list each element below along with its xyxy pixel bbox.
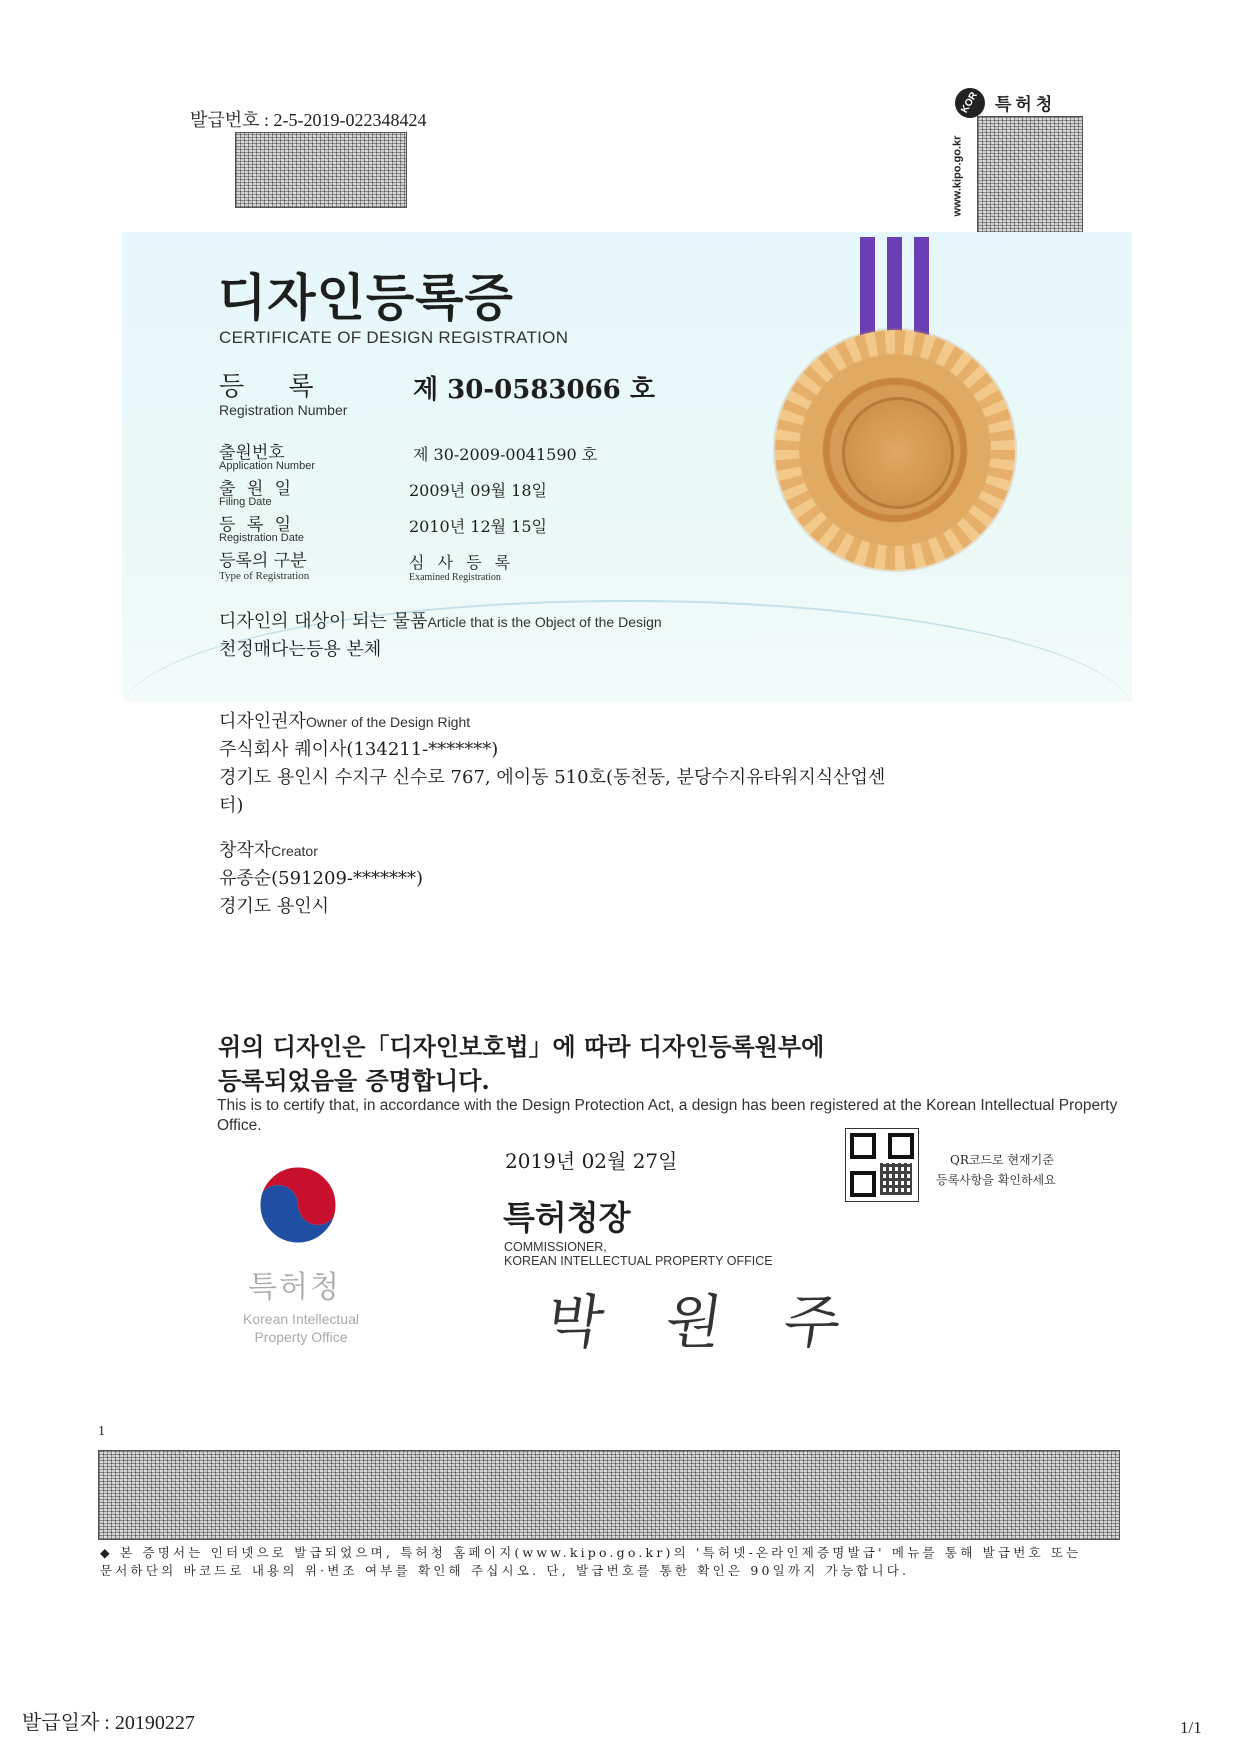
field-label-en: Filing Date [219, 496, 272, 508]
footer-note: ◆ 본 증명서는 인터넷으로 발급되었으며, 특허청 홈페이지(www.kipo.go.kr)의 '특허넷-온라인제증명발급' 메뉴를 통해 발급번호 또는 문서하단의 바코드로 내용의 위·변조 여부를 확인해 주십시오. 단, 발급번호를 통한 확인은 90일까지 가능합니다. [100, 1545, 1082, 1578]
field-filing-date [219, 474, 739, 508]
kipo-badge-icon: KOR [950, 83, 991, 124]
registration-label-en: Registration Number [219, 402, 348, 418]
article-label-en: Article that is the Object of the Design [427, 614, 662, 630]
issue-number: 발급번호 : 2-5-2019-022348424 [190, 110, 427, 130]
barcode-image [235, 132, 407, 208]
page-marker: 1 [98, 1424, 105, 1439]
kipo-logo-text: 특허청 [995, 95, 1057, 114]
kipo-seal-ko: 특허청 [248, 1270, 341, 1305]
field-value: 심 사 등 록 [409, 553, 515, 572]
qr-note-line2: 등록사항을 확인하세요 [936, 1173, 1056, 1187]
field-value-en: Examined Registration [409, 572, 501, 583]
field-label-ko: 출 원 일 [219, 479, 295, 499]
kipo-seal-en-line1: Korean Intellectual [243, 1311, 359, 1327]
field-label-ko: 등 록 일 [219, 515, 295, 535]
certificate-title-en: CERTIFICATE OF DESIGN REGISTRATION [219, 328, 569, 347]
kipo-seal [218, 1150, 388, 1350]
qr-code-icon [845, 1128, 919, 1202]
owner-name: 주식회사 퀘이사(134211-*******) [219, 739, 499, 760]
field-label-en: Application Number [219, 460, 315, 472]
certification-line1: 위의 디자인은「디자인보호법」에 따라 디자인등록원부에 [218, 1032, 825, 1061]
article-value: 천정매다는등용 본체 [219, 639, 382, 660]
certification-line2: 등록되었음을 증명합니다. [218, 1066, 490, 1095]
kipo-url: www.kipo.go.kr [951, 135, 964, 217]
commissioner-title-ko: 특허청장 [503, 1198, 631, 1237]
page-count: 1/1 [1180, 1718, 1202, 1737]
field-label-ko: 출원번호 [219, 443, 285, 463]
article-label-ko: 디자인의 대상이 되는 물품 [219, 611, 428, 632]
issue-date: 2019년 02월 27일 [505, 1149, 678, 1173]
commissioner-title-en [504, 1240, 773, 1268]
field-value: 제 30-2009-0041590 호 [413, 445, 598, 464]
field-label-en: Type of Registration [219, 570, 310, 582]
qr-note-line1: QR코드로 현재기준 [950, 1153, 1054, 1167]
creator-name: 유종순(591209-*******) [219, 868, 424, 889]
commissioner-title-en-line2: KOREAN INTELLECTUAL PROPERTY OFFICE [504, 1254, 773, 1268]
taeguk-logo-icon [243, 1150, 353, 1260]
creator-address: 경기도 용인시 [219, 896, 330, 917]
creator-label-ko: 창작자 [219, 840, 272, 861]
footer-issue-date: 발급일자 : 20190227 [22, 1712, 195, 1734]
field-registration-date [219, 510, 739, 544]
field-label-ko: 등록의 구분 [219, 551, 307, 571]
kipo-code-box [977, 116, 1083, 236]
kipo-header-logo [951, 88, 1085, 238]
kipo-seal-en-line2: Property Office [254, 1329, 348, 1345]
field-value: 2010년 12월 15일 [409, 517, 547, 536]
registration-number: 제 30-0583066 호 [413, 375, 655, 405]
certification-statement-ko [218, 1030, 824, 1098]
owner-label-ko: 디자인권자 [219, 711, 306, 732]
creator-section [219, 837, 919, 921]
field-registration-type [219, 546, 739, 582]
creator-label-en: Creator [271, 843, 318, 859]
certification-statement-en: This is to certify that, in accordance with the Design Protection Act, a design has been registered at the Korean Intellectual Property Office. [217, 1097, 1118, 1134]
qr-note [936, 1150, 1056, 1190]
medal-emblem-icon [842, 397, 954, 509]
commissioner-title-en-line1: COMMISSIONER, [504, 1240, 607, 1254]
article-section [219, 608, 919, 668]
field-label-en: Registration Date [219, 532, 304, 544]
registration-label-ko: 등 록 [219, 372, 332, 402]
field-application-number [219, 438, 739, 472]
owner-address-line2: 터) [219, 795, 244, 816]
owner-section [219, 708, 1079, 820]
commissioner-signature: 박 원 주 [542, 1288, 868, 1356]
field-value: 2009년 09월 18일 [409, 481, 547, 500]
kipo-seal-en [221, 1310, 381, 1346]
document-code-strip [98, 1450, 1120, 1540]
certificate-title-ko: 디자인등록증 [218, 269, 514, 327]
owner-address-line1: 경기도 용인시 수지구 신수로 767, 에이동 510호(동천동, 분당수지유타워지식산업센 [219, 767, 886, 788]
owner-label-en: Owner of the Design Right [305, 714, 471, 730]
